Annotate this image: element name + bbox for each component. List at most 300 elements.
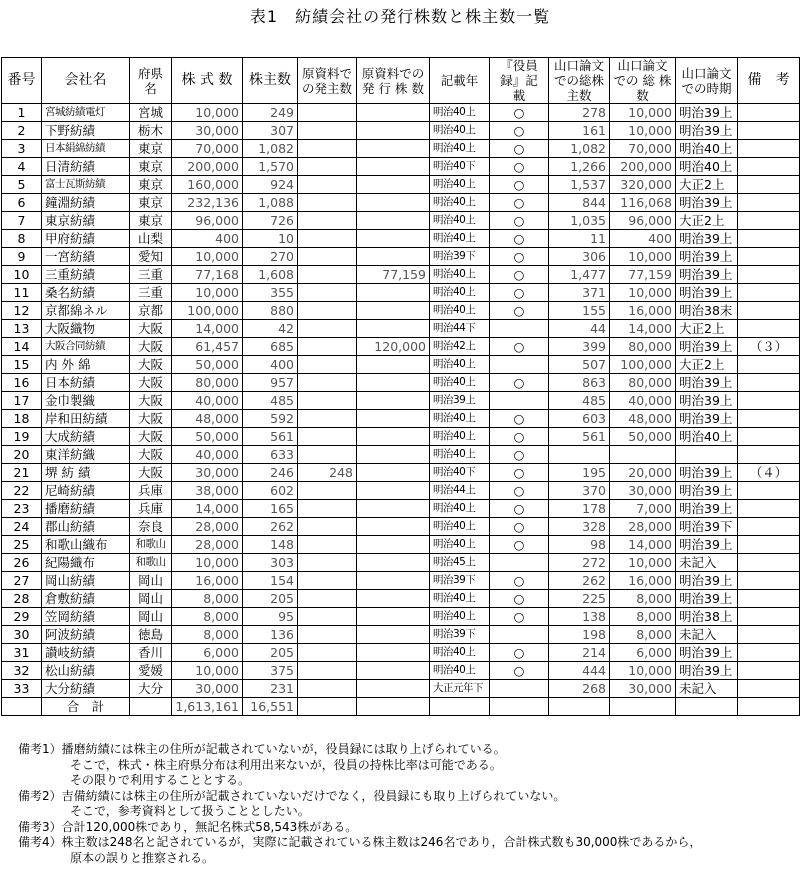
yamaguchi-period: 明治38上 — [676, 608, 738, 626]
company-name: 大阪合同紡績 — [42, 338, 130, 356]
row-number: 30 — [2, 626, 42, 644]
record-year: 明治40下 — [430, 464, 490, 482]
original-holders — [298, 572, 357, 590]
table-row — [2, 518, 800, 536]
company-name: 京都綿ネル — [42, 302, 130, 320]
record-year: 明治40上 — [430, 212, 490, 230]
header-cell: 原資料での発主数 — [298, 58, 357, 104]
yamaguchi-period: 未記入 — [676, 554, 738, 572]
company-name: 讃岐紡績 — [42, 644, 130, 662]
yamaguchi-shares: 10,000 — [610, 662, 676, 680]
table-row — [2, 626, 800, 644]
prefecture: 奈良 — [130, 518, 172, 536]
yamaguchi-shares: 80,000 — [610, 338, 676, 356]
original-holders — [298, 680, 357, 698]
shares: 10,000 — [172, 248, 243, 266]
original-shares — [357, 662, 430, 680]
yakuin-mark: ○ — [490, 644, 549, 662]
remarks — [738, 176, 800, 194]
company-name: 岡山紡績 — [42, 572, 130, 590]
yamaguchi-shares: 100,000 — [610, 356, 676, 374]
remarks — [738, 284, 800, 302]
note-line: 備考2）吉備紡績には株主の住所が記載されていないだけでなく，役員録にも取り上げられていない。 — [18, 788, 566, 803]
remarks — [738, 104, 800, 122]
total-blank — [676, 698, 738, 716]
yamaguchi-period: 明治40上 — [676, 140, 738, 158]
prefecture: 三重 — [130, 266, 172, 284]
shares: 50,000 — [172, 356, 243, 374]
yamaguchi-holders: 278 — [549, 104, 610, 122]
yakuin-mark: ○ — [490, 176, 549, 194]
yamaguchi-period: 明治39上 — [676, 122, 738, 140]
yamaguchi-shares: 77,159 — [610, 266, 676, 284]
record-year: 明治40上 — [430, 590, 490, 608]
original-shares: 120,000 — [357, 338, 430, 356]
yakuin-mark: ○ — [490, 158, 549, 176]
remarks: （３） — [738, 338, 800, 356]
yamaguchi-period: 明治39上 — [676, 536, 738, 554]
shareholders: 136 — [243, 626, 298, 644]
shareholders: 561 — [243, 428, 298, 446]
prefecture: 大阪 — [130, 374, 172, 392]
table-row — [2, 122, 800, 140]
prefecture: 和歌山 — [130, 536, 172, 554]
row-number: 21 — [2, 464, 42, 482]
remarks — [738, 518, 800, 536]
company-name: 金巾製織 — [42, 392, 130, 410]
row-number: 20 — [2, 446, 42, 464]
shareholders: 355 — [243, 284, 298, 302]
record-year: 明治40上 — [430, 662, 490, 680]
header-cell: 番号 — [2, 58, 42, 104]
yamaguchi-period: 明治39上 — [676, 410, 738, 428]
note-line: そこで，株式・株主府県分布は利用出来ないが，役員の持株比率は可能である。 — [70, 757, 502, 772]
note-line: そこで，参考資料として扱うこととしたい。 — [70, 804, 310, 818]
record-year: 明治39下 — [430, 626, 490, 644]
company-name: 阿波紡績 — [42, 626, 130, 644]
yamaguchi-shares: 14,000 — [610, 536, 676, 554]
yamaguchi-period: 明治39上 — [676, 644, 738, 662]
shareholders: 42 — [243, 320, 298, 338]
yamaguchi-shares: 30,000 — [610, 482, 676, 500]
record-year: 明治40上 — [430, 500, 490, 518]
yamaguchi-shares: 10,000 — [610, 284, 676, 302]
prefecture: 大阪 — [130, 464, 172, 482]
table-row — [2, 320, 800, 338]
yamaguchi-holders: 1,082 — [549, 140, 610, 158]
shares-table — [1, 57, 800, 716]
yamaguchi-period: 明治38末 — [676, 302, 738, 320]
company-name: 日本紡績 — [42, 374, 130, 392]
note-line: その限りで利用することとする。 — [70, 773, 251, 787]
header-cell: 山口論文での時期 — [676, 58, 738, 104]
yamaguchi-period: 明治39上 — [676, 266, 738, 284]
record-year: 明治40上 — [430, 266, 490, 284]
shares: 28,000 — [172, 518, 243, 536]
original-holders — [298, 104, 357, 122]
record-year: 明治40上 — [430, 284, 490, 302]
row-number: 23 — [2, 500, 42, 518]
remarks — [738, 140, 800, 158]
row-number: 32 — [2, 662, 42, 680]
prefecture: 山梨 — [130, 230, 172, 248]
shareholders: 95 — [243, 608, 298, 626]
row-number: 1 — [2, 104, 42, 122]
company-name: 岸和田紡績 — [42, 410, 130, 428]
table-row — [2, 284, 800, 302]
shareholders: 602 — [243, 482, 298, 500]
yamaguchi-shares: 14,000 — [610, 320, 676, 338]
original-holders — [298, 446, 357, 464]
original-shares — [357, 140, 430, 158]
yamaguchi-holders: 138 — [549, 608, 610, 626]
row-number: 11 — [2, 284, 42, 302]
notes — [18, 742, 701, 866]
prefecture: 東京 — [130, 158, 172, 176]
original-holders — [298, 122, 357, 140]
shares: 232,136 — [172, 194, 243, 212]
yakuin-mark: ○ — [490, 518, 549, 536]
prefecture: 大阪 — [130, 428, 172, 446]
row-number: 25 — [2, 536, 42, 554]
remarks — [738, 248, 800, 266]
original-holders — [298, 212, 357, 230]
shares: 77,168 — [172, 266, 243, 284]
prefecture: 東京 — [130, 212, 172, 230]
yamaguchi-shares: 6,000 — [610, 644, 676, 662]
row-number: 31 — [2, 644, 42, 662]
yamaguchi-holders: 195 — [549, 464, 610, 482]
original-holders — [298, 590, 357, 608]
original-holders — [298, 644, 357, 662]
company-name: 桑名紡績 — [42, 284, 130, 302]
total-blank — [357, 698, 430, 716]
shares: 100,000 — [172, 302, 243, 320]
record-year: 明治40上 — [430, 176, 490, 194]
shareholders: 592 — [243, 410, 298, 428]
company-name: 大成紡績 — [42, 428, 130, 446]
table-row — [2, 536, 800, 554]
remarks — [738, 626, 800, 644]
shareholders: 375 — [243, 662, 298, 680]
shares: 14,000 — [172, 320, 243, 338]
yamaguchi-holders: 98 — [549, 536, 610, 554]
shareholders: 957 — [243, 374, 298, 392]
original-holders — [298, 392, 357, 410]
remarks — [738, 302, 800, 320]
row-number: 4 — [2, 158, 42, 176]
shares: 10,000 — [172, 284, 243, 302]
original-holders — [298, 230, 357, 248]
remarks — [738, 320, 800, 338]
original-holders — [298, 428, 357, 446]
original-holders — [298, 518, 357, 536]
yamaguchi-period: 大正2上 — [676, 176, 738, 194]
yamaguchi-holders: 561 — [549, 428, 610, 446]
yamaguchi-period — [676, 446, 738, 464]
company-name: 下野紡績 — [42, 122, 130, 140]
record-year: 明治44上 — [430, 482, 490, 500]
shares: 61,457 — [172, 338, 243, 356]
yamaguchi-period: 明治39上 — [676, 590, 738, 608]
yakuin-mark: ○ — [490, 662, 549, 680]
shareholders: 246 — [243, 464, 298, 482]
shares: 8,000 — [172, 590, 243, 608]
row-number: 2 — [2, 122, 42, 140]
table-row — [2, 554, 800, 572]
shares: 10,000 — [172, 104, 243, 122]
yamaguchi-period: 明治39上 — [676, 104, 738, 122]
shares: 8,000 — [172, 626, 243, 644]
yamaguchi-holders: 1,537 — [549, 176, 610, 194]
prefecture: 香川 — [130, 644, 172, 662]
yamaguchi-period: 明治40上 — [676, 158, 738, 176]
shareholders: 205 — [243, 590, 298, 608]
shareholders: 726 — [243, 212, 298, 230]
yakuin-mark: ○ — [490, 230, 549, 248]
yamaguchi-holders: 444 — [549, 662, 610, 680]
remarks — [738, 644, 800, 662]
yamaguchi-holders: 306 — [549, 248, 610, 266]
yamaguchi-period: 大正2上 — [676, 212, 738, 230]
record-year: 明治40上 — [430, 122, 490, 140]
company-name: 東洋紡織 — [42, 446, 130, 464]
yamaguchi-shares: 8,000 — [610, 590, 676, 608]
remarks — [738, 680, 800, 698]
original-holders — [298, 158, 357, 176]
original-holders — [298, 410, 357, 428]
row-number: 10 — [2, 266, 42, 284]
table-row — [2, 158, 800, 176]
shares: 96,000 — [172, 212, 243, 230]
yakuin-mark: ○ — [490, 122, 549, 140]
yakuin-mark: ○ — [490, 500, 549, 518]
record-year: 明治40上 — [430, 518, 490, 536]
header-cell: 山口論文での 総 株 数 — [610, 58, 676, 104]
remarks — [738, 536, 800, 554]
prefecture: 三重 — [130, 284, 172, 302]
company-name: 笠岡紡績 — [42, 608, 130, 626]
yakuin-mark: ○ — [490, 212, 549, 230]
record-year: 明治40上 — [430, 428, 490, 446]
yamaguchi-shares: 40,000 — [610, 392, 676, 410]
original-holders — [298, 482, 357, 500]
yakuin-mark: ○ — [490, 104, 549, 122]
prefecture: 京都 — [130, 302, 172, 320]
remarks — [738, 374, 800, 392]
total-blank — [430, 698, 490, 716]
row-number: 9 — [2, 248, 42, 266]
remarks — [738, 356, 800, 374]
shareholders: 1,088 — [243, 194, 298, 212]
prefecture: 愛媛 — [130, 662, 172, 680]
original-holders — [298, 662, 357, 680]
total-row — [2, 698, 800, 716]
table-row — [2, 680, 800, 698]
remarks — [738, 194, 800, 212]
original-holders — [298, 266, 357, 284]
prefecture: 大阪 — [130, 320, 172, 338]
yamaguchi-holders: 603 — [549, 410, 610, 428]
prefecture: 大阪 — [130, 446, 172, 464]
company-name: 東京紡績 — [42, 212, 130, 230]
table-row — [2, 464, 800, 482]
table-row — [2, 590, 800, 608]
yamaguchi-shares: 30,000 — [610, 680, 676, 698]
record-year: 明治42上 — [430, 338, 490, 356]
row-number: 6 — [2, 194, 42, 212]
remarks — [738, 554, 800, 572]
row-number: 15 — [2, 356, 42, 374]
record-year: 明治39下 — [430, 248, 490, 266]
shareholders: 685 — [243, 338, 298, 356]
prefecture: 兵庫 — [130, 500, 172, 518]
record-year: 明治39上 — [430, 392, 490, 410]
shareholders: 485 — [243, 392, 298, 410]
original-shares — [357, 500, 430, 518]
table-row — [2, 446, 800, 464]
shares: 16,000 — [172, 572, 243, 590]
yamaguchi-holders: 485 — [549, 392, 610, 410]
yamaguchi-holders: 328 — [549, 518, 610, 536]
yamaguchi-holders: 214 — [549, 644, 610, 662]
shareholders: 10 — [243, 230, 298, 248]
total-blank — [549, 698, 610, 716]
total-holders: 16,551 — [243, 698, 298, 716]
yamaguchi-shares: 10,000 — [610, 554, 676, 572]
record-year: 大正元年下 — [430, 680, 490, 698]
record-year: 明治40上 — [430, 536, 490, 554]
row-number: 7 — [2, 212, 42, 230]
original-shares — [357, 554, 430, 572]
original-holders — [298, 374, 357, 392]
yamaguchi-holders: 178 — [549, 500, 610, 518]
company-name: 一宮紡績 — [42, 248, 130, 266]
shareholders: 262 — [243, 518, 298, 536]
yamaguchi-holders: 225 — [549, 590, 610, 608]
company-name: 堺 紡 績 — [42, 464, 130, 482]
company-name: 甲府紡績 — [42, 230, 130, 248]
record-year: 明治45上 — [430, 554, 490, 572]
table-row — [2, 140, 800, 158]
table-row — [2, 230, 800, 248]
prefecture: 東京 — [130, 176, 172, 194]
shareholders: 1,082 — [243, 140, 298, 158]
yamaguchi-shares: 50,000 — [610, 428, 676, 446]
remarks — [738, 392, 800, 410]
record-year: 明治40上 — [430, 410, 490, 428]
record-year: 明治40上 — [430, 608, 490, 626]
prefecture: 大阪 — [130, 392, 172, 410]
yamaguchi-period: 明治39上 — [676, 572, 738, 590]
company-name: 松山紡績 — [42, 662, 130, 680]
shareholders: 633 — [243, 446, 298, 464]
row-number: 27 — [2, 572, 42, 590]
prefecture: 岡山 — [130, 608, 172, 626]
header-cell: 会社名 — [42, 58, 130, 104]
yamaguchi-shares: 20,000 — [610, 464, 676, 482]
shareholders: 303 — [243, 554, 298, 572]
record-year: 明治44下 — [430, 320, 490, 338]
remarks — [738, 410, 800, 428]
row-number: 28 — [2, 590, 42, 608]
yamaguchi-holders: 507 — [549, 356, 610, 374]
original-shares — [357, 320, 430, 338]
note-line: 原本の誤りと推察される。 — [70, 850, 215, 865]
header-cell: 株 式 数 — [172, 58, 243, 104]
prefecture: 兵庫 — [130, 482, 172, 500]
shareholders: 154 — [243, 572, 298, 590]
prefecture: 愛知 — [130, 248, 172, 266]
shareholders: 924 — [243, 176, 298, 194]
shares: 40,000 — [172, 446, 243, 464]
shareholders: 400 — [243, 356, 298, 374]
row-number: 5 — [2, 176, 42, 194]
original-shares — [357, 590, 430, 608]
original-shares — [357, 212, 430, 230]
note-line: 備考4）株主数は248名と記されているが，実際に記載されている株主数は246名であり，合計株式数も30,000株であるから， — [18, 835, 702, 849]
remarks — [738, 230, 800, 248]
yamaguchi-shares: 10,000 — [610, 122, 676, 140]
yamaguchi-shares: 48,000 — [610, 410, 676, 428]
header-cell: 記載年 — [430, 58, 490, 104]
prefecture: 大阪 — [130, 356, 172, 374]
yamaguchi-holders: 371 — [549, 284, 610, 302]
original-holders — [298, 608, 357, 626]
yamaguchi-holders: 1,266 — [549, 158, 610, 176]
original-shares — [357, 158, 430, 176]
total-blank — [490, 698, 549, 716]
yakuin-mark: ○ — [490, 536, 549, 554]
record-year: 明治40上 — [430, 140, 490, 158]
original-shares — [357, 518, 430, 536]
yamaguchi-holders — [549, 446, 610, 464]
table-title: 表1 紡績会社の発行株数と株主数一覧 — [249, 7, 551, 26]
yamaguchi-shares: 8,000 — [610, 626, 676, 644]
row-number: 19 — [2, 428, 42, 446]
yamaguchi-period: 明治39上 — [676, 662, 738, 680]
yamaguchi-holders: 11 — [549, 230, 610, 248]
table-row — [2, 248, 800, 266]
header-cell: 原資料での発 行 株 数 — [357, 58, 430, 104]
yamaguchi-holders: 268 — [549, 680, 610, 698]
company-name: 和歌山織布 — [42, 536, 130, 554]
total-blank — [738, 698, 800, 716]
remarks — [738, 590, 800, 608]
table-row — [2, 428, 800, 446]
shareholders: 1,570 — [243, 158, 298, 176]
yakuin-mark: ○ — [490, 266, 549, 284]
company-name: 紀陽織布 — [42, 554, 130, 572]
prefecture: 大分 — [130, 680, 172, 698]
remarks — [738, 608, 800, 626]
yamaguchi-period: 明治39上 — [676, 194, 738, 212]
shares: 30,000 — [172, 122, 243, 140]
table-row — [2, 194, 800, 212]
record-year: 明治39下 — [430, 572, 490, 590]
header-cell: 府県名 — [130, 58, 172, 104]
yamaguchi-holders: 1,477 — [549, 266, 610, 284]
header-cell: 『役員録』記 載 — [490, 58, 549, 104]
table-row — [2, 374, 800, 392]
original-shares — [357, 122, 430, 140]
record-year: 明治40上 — [430, 644, 490, 662]
original-shares — [357, 680, 430, 698]
original-shares — [357, 428, 430, 446]
original-shares — [357, 464, 430, 482]
total-blank — [130, 698, 172, 716]
original-shares — [357, 176, 430, 194]
